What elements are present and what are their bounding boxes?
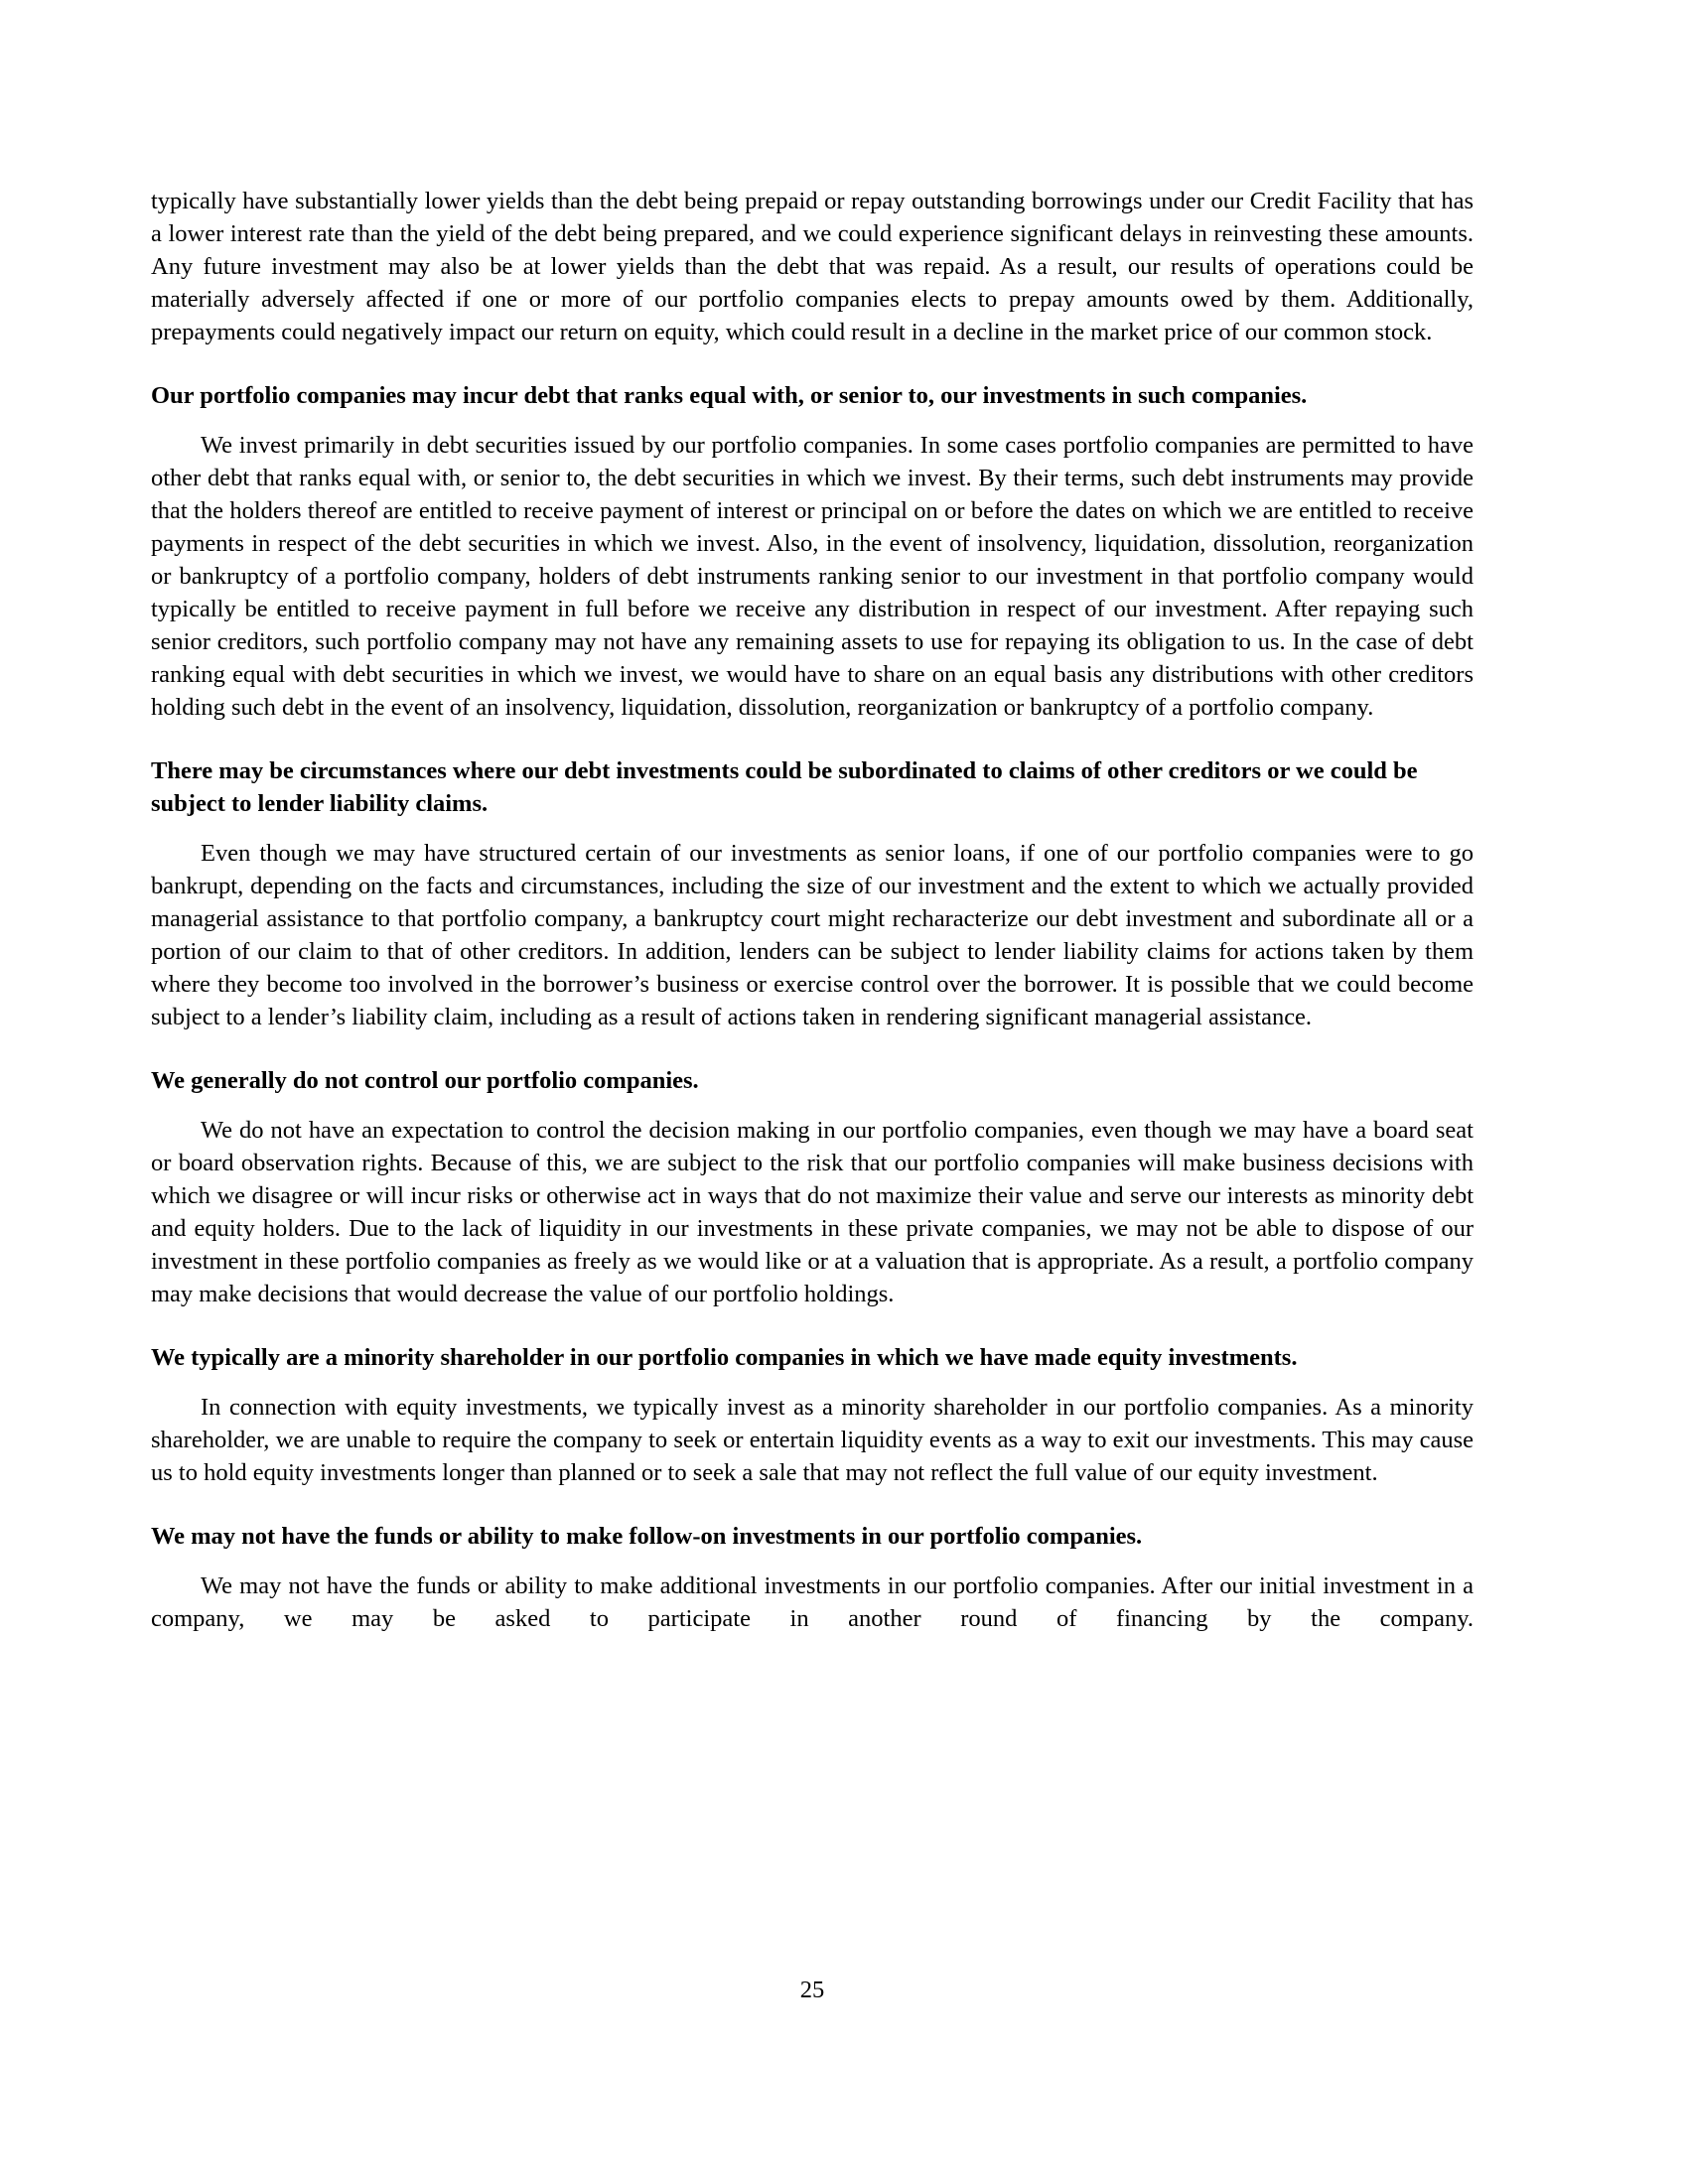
page-number: 25 bbox=[799, 1977, 825, 2003]
page-content bbox=[151, 185, 1474, 1635]
body-paragraph: We invest primarily in debt securities issued by our portfolio companies. In some cases portfolio companies are permitted to have other debt that ranks equal with, or senior to, the debt securities in which we invest. By their terms, such debt instruments may provide that the holders thereof are entitled to receive payment of interest or principal on or before the dates on which we are entitled to receive payments in respect of the debt securities in which we invest. Also, in the event of insolvency, liquidation, dissolution, reorganization or bankruptcy of a portfolio company, holders of debt instruments ranking senior to our investment in that portfolio company would typically be entitled to receive payment in full before we receive any distribution in respect of our investment. After repaying such senior creditors, such portfolio company may not have any remaining assets to use for repaying its obligation to us. In the case of debt ranking equal with debt securities in which we invest, we would have to share on an equal basis any distributions with other creditors holding such debt in the event of an insolvency, liquidation, dissolution, reorganization or bankruptcy of a portfolio company. bbox=[151, 432, 1474, 721]
risk-factor-heading: We may not have the funds or ability to make follow-on investments in our portfolio companies. bbox=[151, 1523, 1143, 1550]
body-paragraph: In connection with equity investments, we typically invest as a minority shareholder in our portfolio companies. As a minority shareholder, we are unable to require the company to seek or entertain liquidity events as a way to exit our investments. This may cause us to hold equity investments longer than planned or to seek a sale that may not reflect the full value of our equity investment. bbox=[151, 1394, 1474, 1486]
risk-factor-heading: We typically are a minority shareholder in our portfolio companies in which we have made equity investments. bbox=[151, 1344, 1298, 1371]
risk-factor-heading: There may be circumstances where our debt investments could be subordinated to claims of other creditors or we could be subject to lender liability claims. bbox=[151, 757, 1418, 817]
body-paragraph: typically have substantially lower yields than the debt being prepaid or repay outstanding borrowings under our Credit Facility that has a lower interest rate than the yield of the debt being prepared, and we could experience significant delays in reinvesting these amounts. Any future investment may also be at lower yields than the debt that was repaid. As a result, our results of operations could be materially adversely affected if one or more of our portfolio companies elects to prepay amounts owed by them. Additionally, prepayments could negatively impact our return on equity, which could result in a decline in the market price of our common stock. bbox=[151, 188, 1474, 345]
risk-factor-heading: Our portfolio companies may incur debt that ranks equal with, or senior to, our investments in such companies. bbox=[151, 382, 1308, 409]
body-paragraph: We do not have an expectation to control the decision making in our portfolio companies, even though we may have a board seat or board observation rights. Because of this, we are subject to the risk that our portfolio companies will make business decisions with which we disagree or will incur risks or otherwise act in ways that do not maximize their value and serve our interests as minority debt and equity holders. Due to the lack of liquidity in our investments in these private companies, we may not be able to dispose of our investment in these portfolio companies as freely as we would like or at a valuation that is appropriate. As a result, a portfolio company may make decisions that would decrease the value of our portfolio holdings. bbox=[151, 1117, 1474, 1307]
body-paragraph: Even though we may have structured certain of our investments as senior loans, if one of our portfolio companies were to go bankrupt, depending on the facts and circumstances, including the size of our investment and the extent to which we actually provided managerial assistance to that portfolio company, a bankruptcy court might recharacterize our debt investment and subordinate all or a portion of our claim to that of other creditors. In addition, lenders can be subject to lender liability claims for actions taken by them where they become too involved in the borrower’s business or exercise control over the borrower. It is possible that we could become subject to a lender’s liability claim, including as a result of actions taken in rendering significant managerial assistance. bbox=[151, 840, 1474, 1030]
body-paragraph: We may not have the funds or ability to make additional investments in our portfolio companies. After our initial investment in a company, we may be asked to participate in another round of financing by the company. bbox=[151, 1572, 1474, 1632]
risk-factor-heading: We generally do not control our portfolio companies. bbox=[151, 1067, 699, 1094]
